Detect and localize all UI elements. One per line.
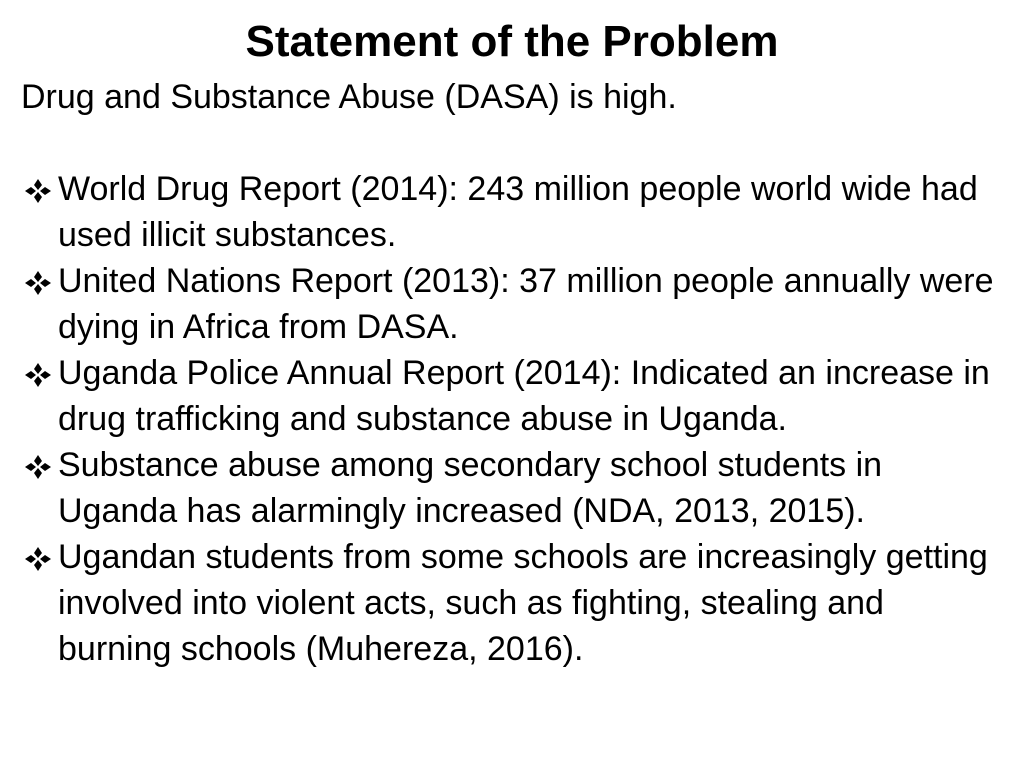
intro-text: Drug and Substance Abuse (DASA) is high. [21,78,677,116]
bullet-text: World Drug Report (2014): 243 million people world wide had used illicit substances. [58,170,978,254]
blank-line [21,120,1001,166]
four-diamond-bullet-icon [23,454,53,480]
bullet-text: Ugandan students from some schools are increasingly getting involved into violent acts, such as fighting, stealing and burning schools (Muhereza, 2016). [58,538,988,668]
four-diamond-bullet-icon [23,178,53,204]
four-diamond-bullet-icon [23,270,53,296]
bullet-item [21,534,1001,672]
bullet-item [21,350,1001,442]
bullet-text: Uganda Police Annual Report (2014): Indicated an increase in drug trafficking and substance abuse in Uganda. [58,354,990,438]
bullet-text: Substance abuse among secondary school students in Uganda has alarmingly increased (NDA, 2013, 2015). [58,446,883,530]
bullet-item [21,166,1001,258]
bullet-item [21,442,1001,534]
slide-body [21,74,1001,672]
bullet-text: United Nations Report (2013): 37 million people annually were dying in Africa from DASA. [58,262,994,346]
slide-title: Statement of the Problem [245,17,779,66]
bullet-item [21,258,1001,350]
four-diamond-bullet-icon [23,546,53,572]
bullet-list [21,166,1001,672]
four-diamond-bullet-icon [23,362,53,388]
